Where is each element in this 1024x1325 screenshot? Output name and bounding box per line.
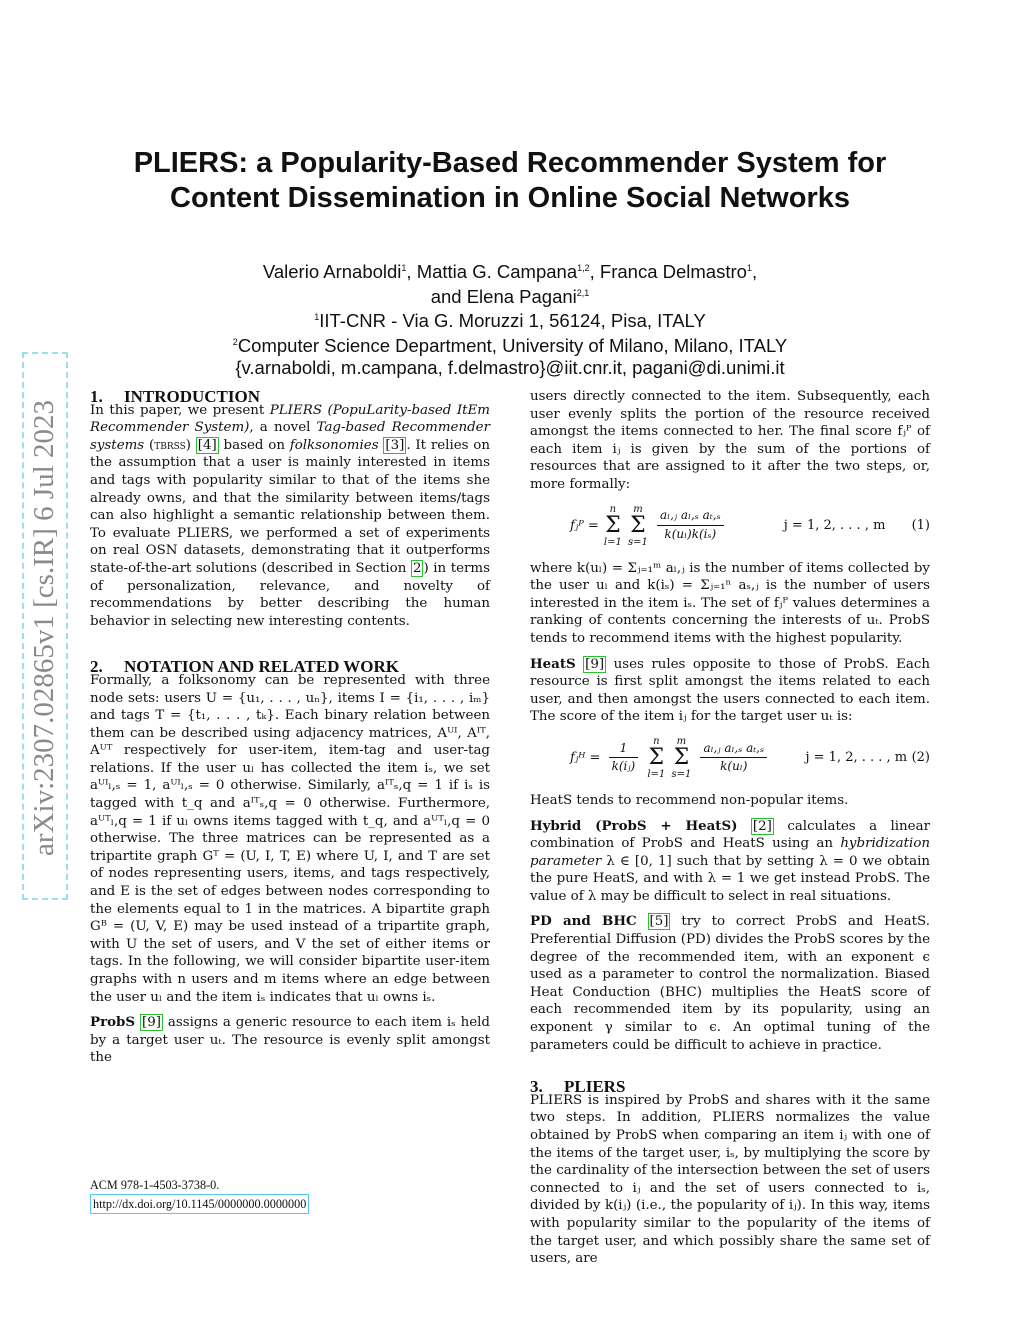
section-ref-link[interactable]: 2 xyxy=(412,560,422,576)
sum-lower: s=1 xyxy=(628,536,648,548)
citation-link[interactable]: [9] xyxy=(142,1015,161,1031)
section-heading-pliers xyxy=(530,1078,930,1096)
hybrid-paragraph xyxy=(530,818,930,906)
sum-symbol xyxy=(628,504,648,548)
author-block xyxy=(140,258,880,378)
pliers-paragraph: PLIERS is inspired by ProbS and shares with it the same two steps. In addition, PLIERS normalizes the value obtained by ProbS when comparing an item iⱼ with one of the items of the target user, iₛ, by multiplying the score by the cardinality of the intersection between the set of users connected to iⱼ and the set of users connected to iₛ, divided by k(iⱼ) (i.e., the popularity of iⱼ). In this way, items with popularity similar to the popularity of the items of the target user, and which possibly share the same set of users, are xyxy=(530,1092,930,1267)
author-name: Valerio Arnaboldi xyxy=(262,261,402,283)
section-title: NOTATION AND RELATED WORK xyxy=(124,657,400,677)
author-name: , Franca Delmastro xyxy=(589,261,747,283)
paragraph-lead: Hybrid (ProbS + HeatS) xyxy=(530,817,738,834)
sum-upper: n xyxy=(609,503,617,515)
affiliation-2 xyxy=(140,332,880,357)
numerator: aₗ,ⱼ aₗ,ₛ aₜ,ₛ xyxy=(657,507,724,526)
sum-symbol xyxy=(647,736,665,780)
probs-continuation: users directly connected to the item. Subsequently, each user evenly splits the portion of the resource received amongst the items connected to her. The final score fⱼᴾ of each item iⱼ is given by the sum of the portions of resources that are assigned to it after the two steps, or, more formally: xyxy=(530,389,930,492)
section-title: PLIERS xyxy=(564,1077,626,1097)
denominator: k(uₗ) xyxy=(720,759,748,774)
pd-bhc-paragraph xyxy=(530,913,930,1054)
sigma: Σ xyxy=(648,744,665,770)
author-separator: , xyxy=(751,261,758,283)
numerator: 1 xyxy=(609,740,639,759)
eq-lhs: fⱼᴾ = xyxy=(570,518,599,534)
heats-paragraph xyxy=(530,656,930,726)
author-line xyxy=(140,283,880,308)
equation-condition: j = 1, 2, . . . , m xyxy=(783,517,886,533)
equation-condition: j = 1, 2, . . . , m xyxy=(805,750,908,766)
text-run: PLIERS (PopuLarity-based ItEm Recommender System) xyxy=(90,402,490,436)
left-column xyxy=(90,388,490,1075)
right-column xyxy=(530,388,930,1276)
fraction xyxy=(609,740,639,776)
sigma: Σ xyxy=(673,744,690,770)
citation-link[interactable]: [4] xyxy=(197,437,217,453)
text-run: uses rules opposite to those of ProbS. Each resource is first split amongst the items related to each user, and then amongst the users connected to each item. The score of the item iⱼ for the target user uₜ is: xyxy=(530,656,930,725)
paragraph-lead: HeatS xyxy=(530,655,576,672)
author-affil-mark: 1,2 xyxy=(577,263,590,273)
text-run: calculates a linear combination of ProbS and HeatS using an xyxy=(530,818,930,852)
fraction xyxy=(700,740,767,776)
section-number: 1. xyxy=(90,387,103,406)
text-run: . It relies on the assumption that a user is mainly interested in items and tags with popularity similar to that of the items she already owns, and that the similarity between items/tags can also highlight a semantic relationship between them. To evaluate PLIERS, we performed a set of experiments on real OSN datasets, demonstrating that it outperforms state-of-the-art solutions (described in Section xyxy=(90,437,490,576)
text-run: folksonomies xyxy=(289,437,379,453)
citation-link[interactable]: [5] xyxy=(649,914,669,930)
sum-lower: l=1 xyxy=(603,536,622,548)
denominator: k(iⱼ) xyxy=(611,759,636,774)
citation-link[interactable]: [3] xyxy=(385,437,405,453)
affiliation-1 xyxy=(140,307,880,332)
eq-lhs: fⱼᴴ = xyxy=(570,750,601,766)
section-title: INTRODUCTION xyxy=(124,387,261,406)
text-run: Tag-based Recommender systems xyxy=(90,420,490,453)
text-run: hybridization parameter xyxy=(530,836,930,869)
affil-mark: 1 xyxy=(314,312,320,323)
equation-body xyxy=(570,504,728,548)
sum-upper: m xyxy=(676,735,687,747)
spacer xyxy=(90,638,490,658)
affil-mark: 2 xyxy=(232,336,238,347)
section-number: 3. xyxy=(530,1077,543,1097)
text-run: , a novel xyxy=(249,420,317,436)
text-run: tbrss xyxy=(154,437,186,453)
sum-lower: l=1 xyxy=(647,768,666,780)
paper-title xyxy=(90,146,930,216)
text-run: based on xyxy=(218,437,290,453)
sum-symbol xyxy=(671,736,691,780)
text-run: ) in terms of personalization, relevance, and novelty of recommendations by better describing the human behavior in selecting new interesting contents. xyxy=(90,560,491,629)
affil-text: Computer Science Department, University of Milano, Milano, ITALY xyxy=(237,335,788,357)
sum-upper: n xyxy=(653,735,660,747)
equation-number: (1) xyxy=(911,517,930,533)
affil-text: IIT-CNR - Via G. Moruzzi 1, 56124, Pisa, ITALY xyxy=(319,310,706,332)
author-affil-mark: 2,1 xyxy=(576,287,590,298)
acm-isbn: ACM 978-1-4503-3738-0. xyxy=(90,1178,220,1192)
sigma: Σ xyxy=(605,512,621,538)
author-name: , Mattia G. Campana xyxy=(406,261,578,283)
title-line-1: PLIERS: a Popularity-Based Recommender System for xyxy=(133,147,887,179)
author-affil-mark: 1 xyxy=(401,263,407,273)
author-line xyxy=(140,258,880,283)
fraction xyxy=(657,507,724,543)
equation-body xyxy=(570,736,771,780)
text-run: try to correct ProbS and HeatS. Preferential Diffusion (PD) divides the ProbS scores by the degree of the recommended item, with an exponent ϵ used as a parameter to control the normalization. Biased Heat Conduction (BHC) multiplies the HeatS score of each recommended item by its popularity, using an exponent γ similar to ϵ. An optimal tuning of the parameters could be difficult to achieve in practice. xyxy=(530,914,930,1053)
author-affil-mark: 1 xyxy=(746,263,752,273)
doi-link[interactable]: http://dx.doi.org/10.1145/0000000.0000000 xyxy=(90,1194,309,1214)
section-number: 2. xyxy=(90,657,103,677)
text-run: ) xyxy=(185,437,196,453)
sum-upper: m xyxy=(633,503,643,515)
section-heading-notation xyxy=(90,658,490,676)
arxiv-identifier: arXiv:2307.02865v1 [cs.IR] 6 Jul 2023 xyxy=(28,400,60,856)
probs-paragraph xyxy=(90,1014,490,1067)
equation-2 xyxy=(530,736,930,780)
author-emails: {v.arnaboldi, m.campana, f.delmastro}@iit.cnr.it, pagani@di.unimi.it xyxy=(235,356,785,378)
sum-symbol xyxy=(604,504,622,548)
text-run: ( xyxy=(144,437,155,453)
arxiv-sidebar xyxy=(22,352,68,900)
text-run: In this paper, we present xyxy=(90,402,270,418)
title-line-2: Content Dissemination in Online Social Networks xyxy=(170,182,850,214)
author-name: and Elena Pagani xyxy=(430,285,577,307)
citation-link[interactable]: [9] xyxy=(585,656,605,672)
paragraph-lead: ProbS xyxy=(90,1014,136,1031)
equation-number: (2) xyxy=(911,750,930,766)
denominator: k(uₗ)k(iₛ) xyxy=(664,527,717,542)
intro-paragraph xyxy=(90,402,490,631)
spacer xyxy=(530,1062,930,1078)
text-run: λ ∈ [0, 1] such that by setting λ = 0 we obtain the pure HeatS, and with λ = 1 we get instead ProbS. The value of λ may be difficult to select in real situations. xyxy=(530,853,930,904)
text-run: assigns a generic resource to each item iₛ held by a target user uₜ. The resource is evenly split amongst the xyxy=(90,1015,490,1066)
sigma: Σ xyxy=(630,512,646,538)
numerator: aₗ,ⱼ aₗ,ₛ aₜ,ₛ xyxy=(700,740,767,759)
footnote xyxy=(90,1176,490,1214)
sum-lower: s=1 xyxy=(671,768,692,780)
notation-paragraph: Formally, a folksonomy can be represented with three node sets: users U = {u₁, . . . , uₙ}, items I = {i₁, . . . , iₘ} and tags T = {t₁, . . . , tₖ}. Each binary relation between them can be described using adjacency matrices, Aᵁᴵ, Aᴵᵀ, Aᵁᵀ respectively for user-item, item-tag and user-tag relations. If the user uₗ has collected the item iₛ, we set aᵁᴵₗ,ₛ = 1, aᵁᴵₗ,ₛ = 0 otherwise. Similarly, aᴵᵀₛ,q = 1 if iₛ is tagged with t_q and aᴵᵀₛ,q = 0 otherwise. Furthermore, aᵁᵀₗ,q = 1 if uₗ owns items tagged with t_q, and aᵁᵀₗ,q = 0 otherwise. The three matrices can be represented as a tripartite graph Gᵀ = (U, I, T, E) where U, I, and T are set of nodes representing users, items, and tags respectively, and E is the set of edges between nodes corresponding to the elements equal to 1 in the matrices. A bipartite graph Gᴮ = (U, V, E) may be used instead of a tripartite graph, with U the set of users, and V the set of either items or tags. In the following, we will consider bipartite user-item graphs with n users and m items where an edge between the user uₗ and the item iₛ indicates that uₗ owns iₛ. xyxy=(90,672,490,1005)
citation-link[interactable]: [2] xyxy=(752,818,772,834)
equation-1 xyxy=(530,504,930,548)
probs-explanation: where k(uₗ) = Σⱼ₌₁ᵐ aₗ,ⱼ is the number of items collected by the user uₗ and k(iₛ) = Σⱼ₌₁ⁿ aₛ,ⱼ is the number of users interested in the item iₛ. The set of fⱼᴾ values determines a ranking of contents concerning the interests of uₜ. ProbS tends to recommend items with the highest popularity. xyxy=(530,560,930,646)
heats-summary: HeatS tends to recommend non-popular items. xyxy=(530,792,849,808)
section-heading-introduction xyxy=(90,388,490,406)
paragraph-lead: PD and BHC xyxy=(530,913,637,930)
